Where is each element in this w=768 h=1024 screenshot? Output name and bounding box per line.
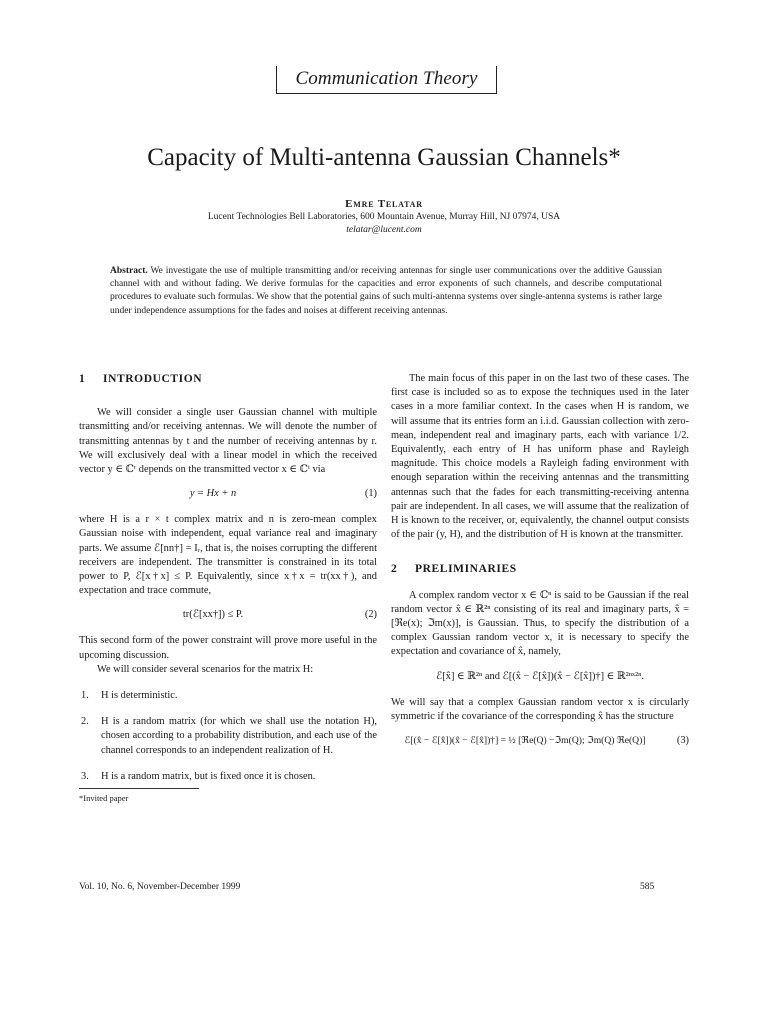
journal-section-label: Communication Theory (295, 68, 478, 89)
equation-expression: y = Hx + n (189, 488, 237, 500)
equation-2 (79, 605, 377, 627)
paper-affiliation: Lucent Technologies Bell Laboratories, 600 Mountain Avenue, Murray Hill, NJ 07974, USA (207, 212, 561, 222)
equation-number: (1) (364, 488, 377, 500)
list-item-number: 1. (81, 690, 89, 702)
left-column (79, 372, 377, 805)
section-number: 2 (391, 563, 398, 576)
prelim-paragraph-2: We will say that a complex Gaussian random vector x is circularly symmetric if the covariance of the corresponding x̂ has the structure (391, 696, 689, 722)
prelim-paragraph-1: A complex random vector x ∈ ℂⁿ is said to be Gaussian if the real random vector x̂ ∈ ℝ²ⁿ consisting of its real and imaginary parts, x̂ = [ℜe(x); ℑm(x)], is Gaussian. Thus, to specify the distribution of a complex Gaussian random vector x, it is necessary to specify the expectation and covariance of x̂, namely, (391, 589, 689, 658)
equation-1 (79, 484, 377, 506)
intro-paragraph-5: The main focus of this paper in on the last two of these cases. The first case is included so as to expose the techniques used in the later cases in a more familiar context. In the cases when H is random, we will assume that its entries form an i.i.d. Gaussian collection with zero-mean, independent real and imaginary parts, each with variance 1/2. Equivalently, each entry of H has uniform phase and Rayleigh magnitude. This choice models a Rayleigh fading environment with enough separation within the receiving antennas and the transmitting antennas such that the fades for each transmitting-receiving antenna pair are independent. In all cases, we will assume that the realization of H is known to the receiver, or, equivalently, the channel output consists of the pair (y, H), and the distribution of H is known at the transmitter. (391, 373, 689, 541)
author-email[interactable]: telatar@lucent.com (346, 225, 422, 235)
intro-paragraph-3: This second form of the power constraint will prove more useful in the upcoming discussion. (79, 635, 377, 661)
equation-number: (2) (364, 609, 377, 621)
intro-paragraph-1: We will consider a single user Gaussian channel with multiple transmitting and/or receiving antennas. We will denote the number of transmitting antennas by t and the number of receiving antennas by r. We will exclusively deal with a linear model in which the received vector y ∈ ℂʳ depends on the transmitted vector x ∈ ℂᵗ via (79, 407, 377, 476)
equation-number: (3) (676, 735, 689, 747)
section-title: INTRODUCTION (103, 373, 203, 385)
intro-paragraph-2: where H is a r × t complex matrix and n is zero-mean complex Gaussian noise with independent, equal variance real and imaginary parts. We assume ℰ[nn†] = Iᵣ, that is, the noises corrupting the different receivers are independent. The transmitter is constrained in its total power to P, ℰ[x†x] ≤ P. Equivalently, since x†x = tr(xx†), and expectation and trace commute, (79, 514, 377, 597)
list-item-text: H is a random matrix (for which we shall use the notation H), chosen according to a probability distribution, and each use of the channel corresponds to an independent realization of H. (101, 716, 377, 756)
intro-paragraph-4: We will consider several scenarios for the matrix H: (97, 663, 314, 675)
list-item-text: H is deterministic. (101, 690, 178, 702)
paper-author: Emre Telatar (345, 198, 423, 210)
right-column (391, 372, 689, 753)
list-item-number: 3. (81, 770, 89, 782)
abstract-label: Abstract. (110, 266, 148, 276)
equation-covariance (391, 667, 689, 689)
footer-volume: Vol. 10, No. 6, November-December 1999 (79, 882, 241, 892)
section-number: 1 (79, 373, 86, 385)
journal-section-banner (276, 66, 497, 94)
list-item (79, 689, 377, 703)
list-item (79, 770, 377, 784)
section-heading-preliminaries (391, 562, 689, 576)
list-item (79, 715, 377, 758)
section-heading-introduction (79, 372, 377, 386)
equation-expression: ℰ[x̂] ∈ ℝ²ⁿ and ℰ[(x̂ − ℰ[x̂])(x̂ − ℰ[x̂])†] ∈ ℝ²ⁿˣ²ⁿ. (436, 670, 644, 682)
equation-expression: tr(ℰ[xx†]) ≤ P. (182, 609, 244, 621)
list-item-text: H is a random matrix, but is fixed once it is chosen. (101, 770, 316, 782)
footnote-divider (79, 788, 199, 789)
equation-3 (391, 731, 689, 753)
abstract-text: We investigate the use of multiple transmitting and/or receiving antennas for single user communications over the additive Gaussian channel with and without fading. We derive formulas for the capacities and error exponents of such channels, and describe computational procedures to evaluate such formulas. We show that the potential gains of such multi-antenna systems over single-antenna systems is rather large under independence assumptions for the fades and noises at different receiving antennas. (110, 266, 662, 316)
equation-expression: ℰ[(x̂ − ℰ[x̂])(x̂ − ℰ[x̂])†] = ½ [ℜe(Q) −ℑm(Q); ℑm(Q) ℜe(Q)] (404, 735, 646, 747)
footnote: *Invited paper (79, 793, 129, 804)
section-title: PRELIMINARIES (415, 563, 517, 576)
list-item-number: 2. (81, 716, 89, 728)
paper-title: Capacity of Multi-antenna Gaussian Channels* (147, 144, 621, 171)
page-number: 585 (640, 882, 655, 892)
abstract (110, 265, 662, 318)
